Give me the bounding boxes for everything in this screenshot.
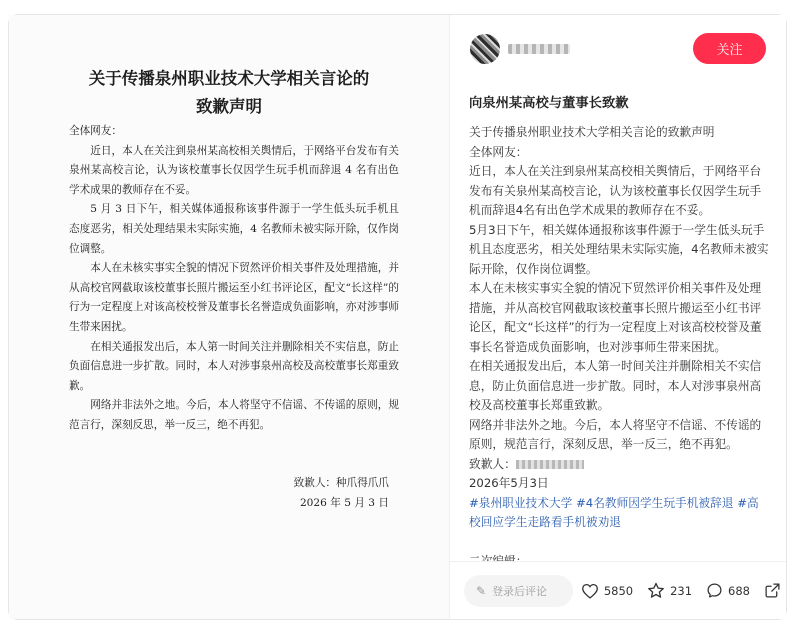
like-count: 5850	[603, 583, 634, 598]
document-signature: 致歉人：种爪得爪爪	[293, 477, 389, 489]
post-line: 全体网友：	[469, 144, 528, 159]
post-panel	[450, 15, 786, 619]
document-body	[69, 122, 399, 436]
post-title: 向泉州某高校与董事长致歉	[469, 96, 629, 111]
post-line: 在相关通报发出后，本人第一时间关注并删除相关不实信息，防止负面信息进一步扩散。同时，本人对涉事泉州高校及高校董事长郑重致歉。	[469, 359, 762, 412]
comment-placeholder: 登录后评论	[492, 584, 548, 598]
document-paragraph: 本人在未核实事实全貌的情况下贸然评价相关事件及处理措施，并从高校官网截取该校董事长照片搬运至小红书评论区，配文“长这样”的行为一定程度上对该高校校誉及董事长名誉造成负面影响，亦对涉事师生带来困扰。	[69, 262, 399, 333]
share-icon	[764, 582, 781, 599]
post-tags	[469, 494, 769, 533]
post-date: 2026年5月3日	[469, 476, 549, 490]
post-header	[470, 33, 766, 65]
post-footer	[450, 561, 786, 619]
post-content	[469, 93, 769, 571]
post-card	[8, 14, 787, 620]
document-date: 2026 年 5 月 3 日	[299, 497, 389, 509]
share-button[interactable]	[764, 582, 786, 599]
document-paragraph: 5 月 3 日下午，相关媒体通报称该事件源于一学生低头玩手机且态度恶劣，相关处理结果未实际实施，4 名教师未被实际开除，仅作岗位调整。	[69, 203, 399, 255]
post-line: 5月3日下午，相关媒体通报称该事件源于一学生低头玩手机且态度恶劣，相关处理结果未实际实施，4名教师未被实际开除，仅作岗位调整。	[469, 222, 769, 276]
document-paragraph: 在相关通报发出后，本人第一时间关注并删除相关不实信息，防止负面信息进一步扩散。同时，本人对涉事泉州高校及高校董事长郑重致歉。	[69, 340, 399, 392]
comment-count: 688	[728, 583, 750, 598]
hashtag-link[interactable]: #泉州职业技术大学	[469, 495, 573, 510]
document-title-line2: 致歉声明	[196, 97, 262, 116]
document-paragraph: 网络并非法外之地。今后，本人将坚守不信谣、不传谣的原则，规范言行，深刻反思，举一反三，绝不再犯。	[69, 399, 399, 431]
follow-button[interactable]: 关注	[693, 33, 766, 64]
hashtag-link[interactable]: #4名教师因学生玩手机被辞退	[576, 495, 734, 510]
document-paragraph: 近日，本人在关注到泉州某高校相关舆情后，于网络平台发布有关泉州某高校言论，认为该校董事长仅因学生玩手机而辞退 4 名有出色学术成果的教师存在不妥。	[69, 144, 399, 196]
star-count: 231	[670, 583, 693, 598]
post-line: 近日，本人在关注到泉州某高校相关舆情后，于网络平台发布有关泉州某高校言论，认为该校董事长仅因学生玩手机而辞退4名有出色学术成果的教师存在不妥。	[469, 164, 762, 217]
post-signer	[469, 455, 769, 475]
comment-icon	[706, 582, 723, 599]
pen-icon: ✎	[476, 583, 487, 598]
document-title	[9, 65, 449, 121]
spacer	[469, 533, 769, 553]
like-button[interactable]	[581, 583, 633, 599]
document-signature-block	[294, 473, 389, 513]
post-line: 本人在未核实事实全貌的情况下贸然评价相关事件及处理措施，并从高校官网截取该校董事长照片搬运至小红书评论区，配文“长这样”的行为一定程度上对该高校校誉及董事长名誉造成负面影响，也对涉事师生带来困扰。	[469, 281, 762, 354]
comment-button[interactable]	[706, 582, 750, 599]
post-line: 关于传播泉州职业技术大学相关言论的致歉声明	[469, 125, 715, 139]
comment-input[interactable]	[464, 575, 573, 607]
collect-button[interactable]	[647, 582, 692, 599]
document-salutation: 全体网友：	[69, 125, 122, 137]
heart-icon	[581, 583, 599, 599]
star-icon	[647, 582, 665, 599]
post-line: 网络并非法外之地。今后，本人将坚守不信谣、不传谣的原则，规范言行，深刻反思，举一反三，绝不再犯。	[469, 417, 762, 451]
hashtag-link[interactable]: #高校回应学生走路看手机被劝退	[469, 495, 759, 529]
signer-label: 致歉人：	[469, 456, 516, 471]
avatar[interactable]	[470, 34, 500, 64]
document-title-line1: 关于传播泉州职业技术大学相关言论的	[88, 69, 370, 88]
author-name-blurred[interactable]	[508, 44, 570, 54]
signer-name-blurred	[516, 460, 584, 469]
post-image[interactable]	[9, 15, 450, 619]
